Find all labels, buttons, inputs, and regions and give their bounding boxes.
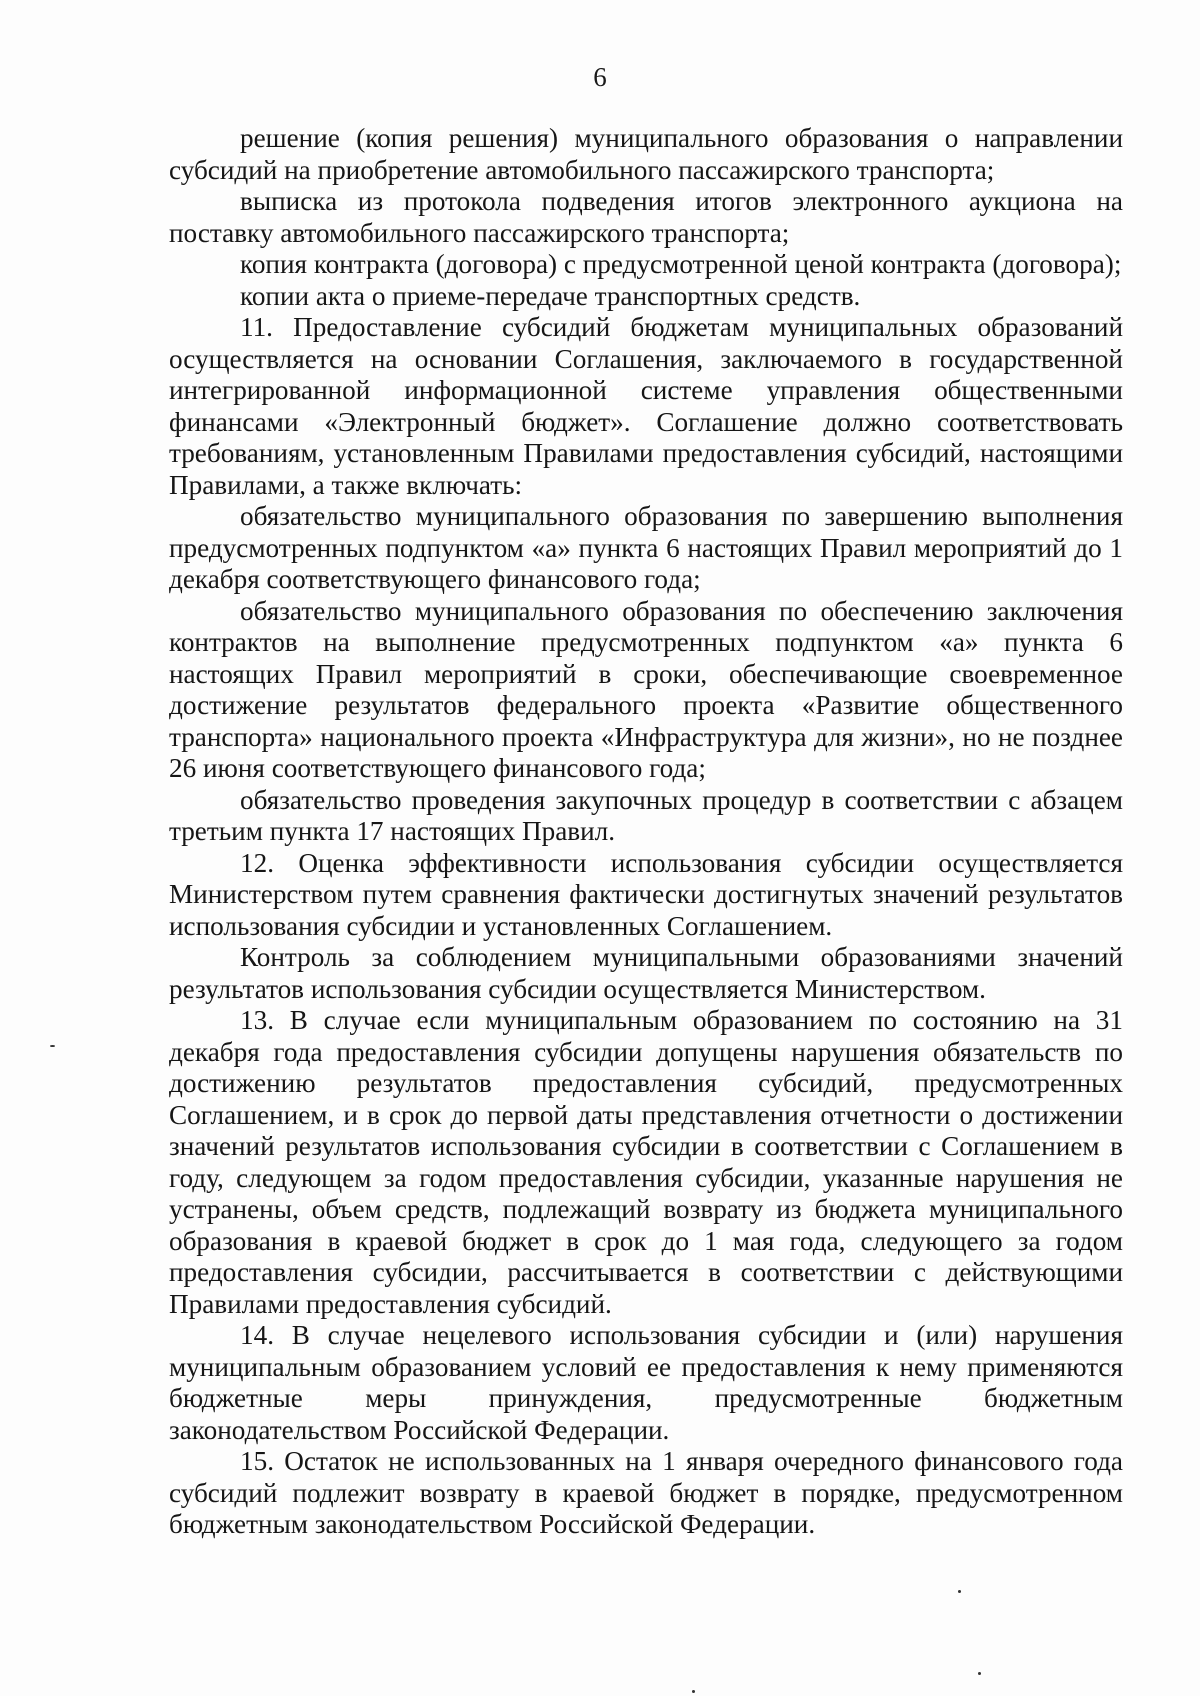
scan-speck bbox=[50, 1045, 55, 1047]
document-body bbox=[169, 123, 1123, 1541]
paragraph: 12. Оценка эффективности использования субсидии осуществляется Министерством путем сравнения фактически достигнутых значений результатов использования субсидии и установленных Соглашением. bbox=[169, 847, 1123, 941]
paragraph: 11. Предоставление субсидий бюджетам муниципальных образований осуществляется на основании Соглашения, заключаемого в государственной интегрированной информационной системе управления общественными финансами «Электронный бюджет». Соглашение должно соответствовать требованиям, установленным Правилами предоставления субсидий, настоящими Правилами, а также включать: bbox=[169, 312, 1123, 500]
paragraph: обязательство муниципального образования по завершению выполнения предусмотренных подпунктом «а» пункта 6 настоящих Правил мероприятий до 1 декабря соответствующего финансового года; bbox=[169, 501, 1123, 594]
scan-speck bbox=[978, 1672, 981, 1675]
paragraph: обязательство муниципального образования по обеспечению заключения контрактов на выполнение предусмотренных подпунктом «а» пункта 6 настоящих Правил мероприятий в сроки, обеспечивающие своевременное достижение результатов федерального проекта «Развитие общественного транспорта» национального проекта «Инфраструктура для жизни», но не позднее 26 июня соответствующего финансового года; bbox=[169, 595, 1123, 783]
paragraph: 15. Остаток не использованных на 1 января очередного финансового года субсидий подлежит возврату в краевой бюджет в порядке, предусмотренном бюджетным законодательством Российской Федерации. bbox=[169, 1446, 1123, 1539]
scan-speck bbox=[958, 1590, 961, 1593]
page-number: 6 bbox=[593, 62, 607, 92]
paragraph: копия контракта (договора) с предусмотренной ценой контракта (договора); bbox=[240, 249, 1122, 279]
scan-speck bbox=[692, 1690, 695, 1693]
paragraph: обязательство проведения закупочных процедур в соответствии с абзацем третьим пункта 17 настоящих Правил. bbox=[169, 784, 1123, 846]
paragraph: 14. В случае нецелевого использования субсидии и (или) нарушения муниципальным образованием условий ее предоставления к нему применяются бюджетные меры принуждения, предусмотренные бюджетным законодательством Российской Федерации. bbox=[169, 1320, 1123, 1445]
paragraph: 13. В случае если муниципальным образованием по состоянию на 31 декабря года предоставления субсидии допущены нарушения обязательств по достижению результатов предоставления субсидий, предусмотренных Соглашением, и в срок до первой даты представления отчетности о достижении значений результатов использования субсидии в соответствии с Соглашением в году, следующем за годом предоставления субсидии, указанные нарушения не устранены, объем средств, подлежащий возврату из бюджета муниципального образования в краевой бюджет в срок до 1 мая года, следующего за годом предоставления субсидии, рассчитывается в соответствии с действующими Правилами предоставления субсидий. bbox=[169, 1005, 1123, 1319]
paragraph: выписка из протокола подведения итогов электронного аукциона на поставку автомобильного пассажирского транспорта; bbox=[169, 186, 1123, 248]
paragraph: Контроль за соблюдением муниципальными образованиями значений результатов использования субсидии осуществляется Министерством. bbox=[169, 942, 1123, 1004]
paragraph: решение (копия решения) муниципального образования о направлении субсидий на приобретение автомобильного пассажирского транспорта; bbox=[169, 123, 1123, 185]
paragraph: копии акта о приеме-передаче транспортных средств. bbox=[240, 280, 861, 311]
